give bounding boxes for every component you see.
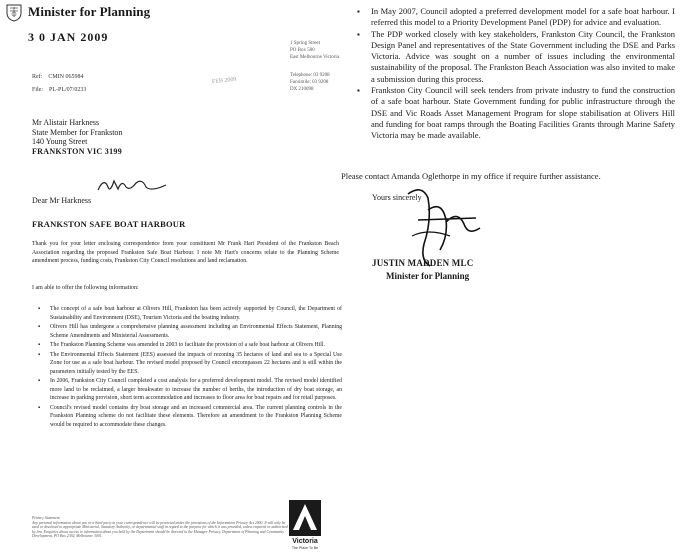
list-item: ▪ The PDP worked closely with key stakeholders, Frankston City Council, the Frankston Design Panel and representatives of the State Government including the DSE and Parks Victoria. Advice was sought on a number of issues including the environmental sustainability of the proposal. The Frankston Beach Association was also invited to make a submission during this process. (355, 29, 675, 85)
office-title: Minister for Planning (28, 4, 151, 19)
list-item: ▪ In 2006, Frankston City Council completed a cost analysis for a preferred development model. The revised model identified more land to be reclaimed, a larger breakwater to increase the number of berths, the introduction of dry boat storage, an increase in parking provision, short term accommodation and increases to floor area for boat repairs and for retail purposes. (36, 377, 342, 403)
letter-subject: FRANKSTON SAFE BOAT HARBOUR (32, 219, 186, 229)
letter-page-1 (0, 0, 345, 554)
signatory-title: Minister for Planning (386, 271, 470, 281)
intro-paragraph: Thank you for your letter enclosing correspondence from your constituent Mr Frank Hart President of the Frankston Beach Association regarding the proposed Frankston Safe Boat Harbour. I note Mr Hart's concerns relate to the Planning Scheme amendment process, funding costs, Frankston City Council resolutions and land reclamation. (32, 241, 339, 264)
reference-block: Ref: CMIN 065984 File: PL-PL/07/0233 (32, 74, 87, 93)
list-item: ▪ Frankston City Council will seek tenders from private industry to fund the construction of a safe boat harbour. State Government funding for public infrastructure through the DSE and Vic Roads Asset Management Program for slope stabilisation at Olivers Hill and funding for boat ramps through the Boating Facilities Grants through Marine Safety Victoria may be made available. (355, 85, 675, 141)
office-address: 1 Spring Street PO Box 500 East Melbourne Victoria (290, 41, 340, 60)
recipient-address: Mr Alistair Harkness State Member for Frankston 140 Young Street FRANKSTON VIC 3199 (32, 118, 123, 156)
list-item: ▪ The Frankston Planning Scheme was amended in 2003 to facilitate the provision of a safe boat harbour at Olivers Hill. (36, 341, 342, 350)
signatory-name: JUSTIN MADDEN MLC (372, 258, 474, 268)
logo-name: Victoria (292, 538, 318, 545)
info-list-page-2 (355, 6, 675, 142)
received-stamp: FEB 2009 (211, 76, 237, 86)
closing-line: Yours sincerely (372, 193, 422, 202)
list-item: ▪ Olivers Hill has undergone a comprehensive planning assessment including an Environmental Effects Statement, Planning Scheme Amendments and Ministerial Assessments. (36, 323, 342, 340)
salutation: Dear Mr Harkness (32, 196, 92, 205)
info-list-page-1 (36, 305, 342, 430)
handwritten-initial-signature (96, 175, 168, 195)
list-item: ▪ In May 2007, Council adopted a preferred development model for a safe boat harbour. I referred this model to a Priority Development Panel (PDP) for advice and evaluation. (355, 6, 675, 29)
list-item: ▪ Council's revised model contains dry boat storage and an increased commercial area. The current planning controls in the Frankston Planning scheme do not facilitate these elements. Therefore an amendment to the Frankston Planning Scheme would be required to accommodate these changes. (36, 404, 342, 430)
contact-line: Please contact Amanda Oglethorpe in my office if require further assistance. (341, 171, 601, 181)
list-item: ▪ The Environmental Effects Statement (EES) assessed the impacts of rezoning 35 hectares of land and sea to a Special Use Zone for use as a safe boat harbour. The revised model proposed by Council encompasses 22 hectares and is still within the parameters initially tested by the EES. (36, 351, 342, 377)
state-crest-icon (4, 2, 24, 22)
privacy-statement: Privacy Statement Any personal information about you or a third party in your correspondence will be protected under the provisions of the Information Privacy Act 2000. It will only be used or disclosed to appropriate Ministerial, Statutory Authority, or departmental staff in regard to the purpose for which it was provided, unless required or authorised by law. Enquiries about access to information about you held by the Department should be directed to the Manager Privacy, Department of Planning and Community Development, PO Box 2392, Melbourne 3001. (32, 516, 288, 539)
list-item: ▪ The concept of a safe boat harbour at Olivers Hill, Frankston has been actively supported by Council, the Department of Sustainability and Environment (DSE), Tourism Victoria and the boating industry. (36, 305, 342, 322)
logo-tagline: The Place To Be (291, 546, 319, 550)
victoria-logo (285, 496, 325, 550)
handwritten-signature (388, 180, 484, 268)
offer-line: I am able to offer the following information: (32, 285, 139, 291)
office-phone: Telephone: 03 9208 Facsimile: 03 9208 DX 210098 (290, 73, 330, 92)
letter-date: 3 0 JAN 2009 (28, 30, 109, 44)
